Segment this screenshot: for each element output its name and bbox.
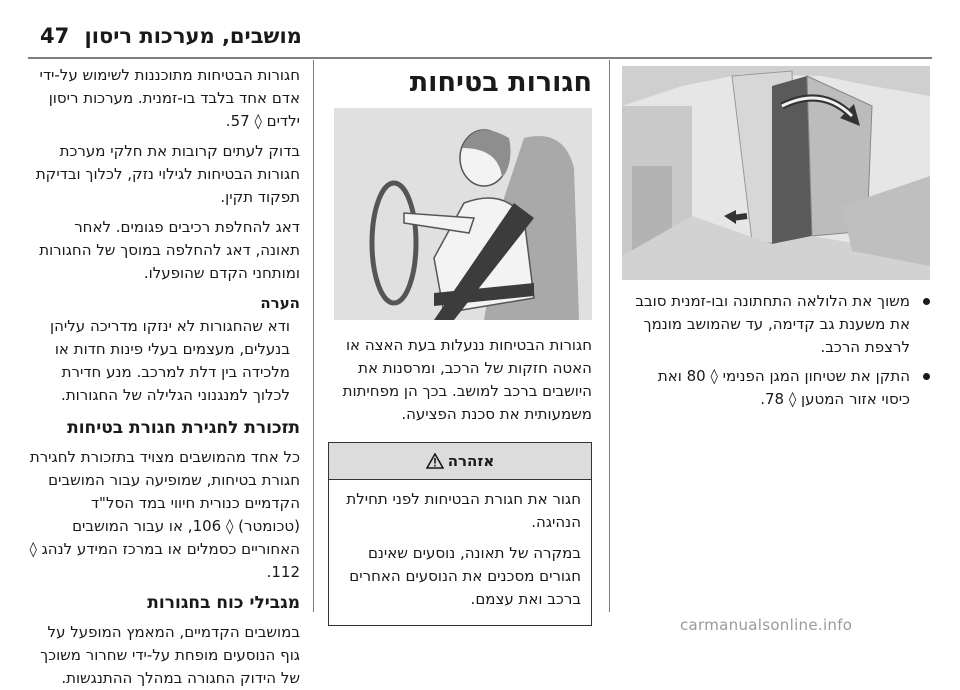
- warning-box: [328, 442, 592, 626]
- subheading-force-limiters: מגבילי כוח בחגורות: [147, 593, 300, 613]
- column-divider: [313, 60, 314, 612]
- belt-info-column: [28, 64, 300, 690]
- page-header: [40, 24, 302, 48]
- paragraph: דאג להחלפת רכיבים פגומים. לאחר תאונה, דאג להחלפה במוסך של החגורות ומותחני הקדם שהופעלו.: [39, 218, 300, 282]
- section-title: חגורות בטיחות: [409, 67, 592, 98]
- seat-belts-section: [322, 60, 592, 626]
- subheading-reminder: תזכורת לחגירת חגורת בטיחות: [67, 418, 300, 438]
- page-number: 47: [40, 24, 70, 48]
- intro-paragraph: חגורות הבטיחות ננעלות בעת האצה או האטה חזקות של הרכב, ומרסנות את היושבים ברכב למושב. בכך הן מפחיתות משמעותית את סכנת הפציעה.: [342, 336, 592, 423]
- list-item: התקן את שטיחון המגן הפנימי ◊ 80 ואת כיסוי אזור המטען ◊ 78.: [632, 365, 932, 411]
- paragraph: כל אחד מהמושבים מצויד בתזכורת לחגירת חגורת בטיחות, שמופיעה עבור המושבים הקדמיים כנורית חיווי במד הסל"ד (טכומטר) ◊ 106, או עבור המושבים האחוריים כסמלים או במרכז המידע לנהג ◊ 112.: [29, 448, 300, 581]
- trunk-seat-photo: [622, 66, 930, 280]
- paragraph: במושבים הקדמיים, המאמץ המופעל על גוף הנוסעים מופחת על-ידי שחרור משוכך של הידוק החגורה במהלך ההתנגשות.: [40, 623, 300, 687]
- seatbelt-illustration: [334, 108, 592, 320]
- warning-icon: [426, 453, 444, 469]
- warning-title: אזהרה: [447, 452, 495, 470]
- warning-paragraph: במקרה של תאונה, נוסעים שאינם חגורים מסכנים את הנוסעים האחרים ברכב ואת עצמם.: [349, 544, 581, 608]
- warning-header: [329, 443, 591, 480]
- list-item: משוך את הלולאה התחתונה ובו-זמנית סובב את משענת גב קדימה, עד שהמושב מונמך לרצפת הרכב.: [632, 290, 932, 359]
- watermark: carmanualsonline.info: [680, 616, 853, 634]
- warning-paragraph: חגור את חגורת הבטיחות לפני תחילת הנהיגה.: [346, 490, 581, 531]
- column-divider: [609, 60, 610, 612]
- note-body: ודא שהחגורות לא ינזקו מדריכה עליהן בנעלים, מעצמים בעלי פינות חדות או מלכידה בין דלת למרכב. מנע חדירת לכלוך למנגנוני הגלילה של החגורות.: [50, 317, 290, 404]
- note-title: הערה: [260, 294, 300, 312]
- paragraph: חגורות הבטיחות מתוכננות לשימוש על-ידי אדם אחד בלבד בו-זמנית. מערכות ריסון ילדים ◊ 57.: [39, 66, 300, 130]
- header-rule: [28, 57, 932, 59]
- bullet-icon: [923, 373, 930, 380]
- paragraph: בדוק לעתים קרובות את חלקי מערכת חגורות הבטיחות לגילוי נזק, לכלוך ובדיקת תפקוד תקין.: [35, 142, 300, 206]
- bullet-icon: [923, 298, 930, 305]
- instruction-list: [632, 290, 932, 417]
- warning-text: [329, 480, 591, 625]
- chapter-title: מושבים, מערכות ריסון: [84, 24, 302, 48]
